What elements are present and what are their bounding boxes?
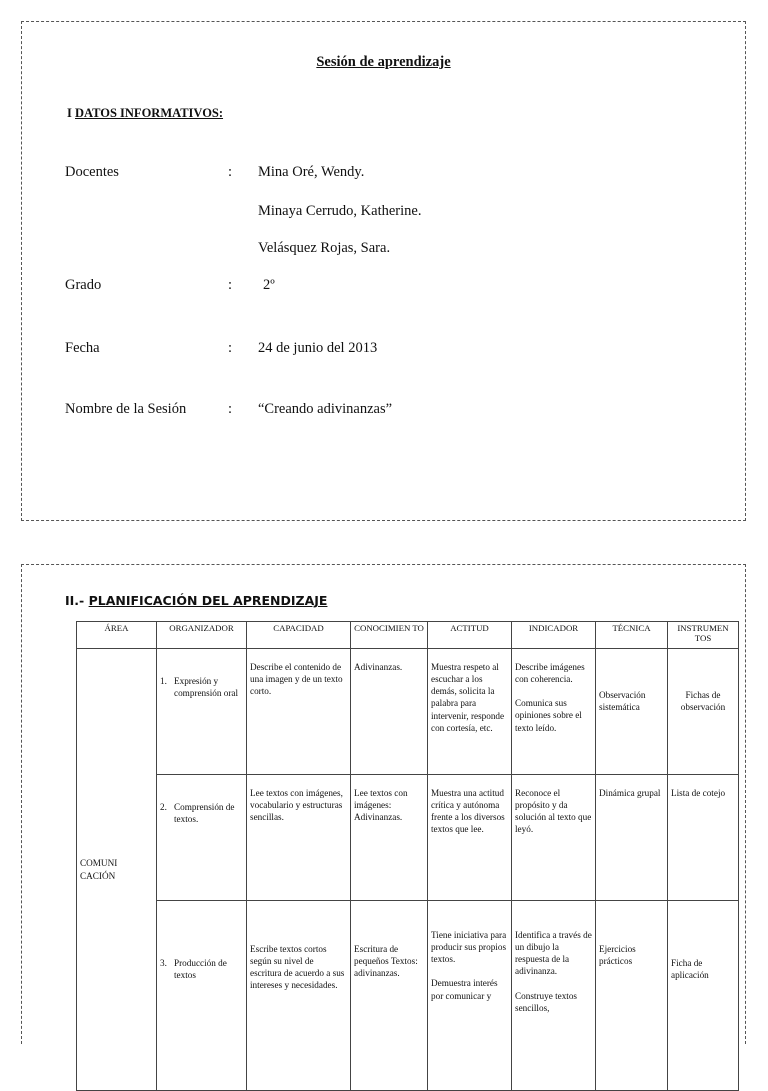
section2-title: PLANIFICACIÓN DEL APRENDIZAJE bbox=[88, 593, 328, 608]
nombre-sesion-label: Nombre de la Sesión bbox=[65, 401, 187, 417]
actitud-text: Demuestra interés por comunicar y bbox=[431, 978, 498, 1001]
docente-1: Mina Oré, Wendy. bbox=[258, 164, 365, 180]
table-row bbox=[77, 775, 739, 901]
table-row bbox=[77, 901, 739, 1091]
section1-prefix: I bbox=[67, 106, 75, 120]
section2-prefix: II.- bbox=[65, 593, 89, 608]
indicador-text: Construye textos sencillos, bbox=[515, 990, 578, 1013]
actitud-cell: Muestra respeto al escuchar a los demás, solicita la palabra para intervenir, responde con cortesía, etc. bbox=[428, 649, 512, 775]
planificacion-box bbox=[21, 564, 746, 1044]
section2-heading bbox=[65, 593, 327, 608]
tecnica-cell: Ejercicios prácticos bbox=[596, 901, 668, 1091]
organizador-number: 3. bbox=[160, 958, 167, 968]
instrumento-cell: Lista de cotejo bbox=[668, 775, 739, 901]
col-header-organizador: ORGANIZADOR bbox=[157, 622, 247, 649]
section1-title: DATOS INFORMATIVOS: bbox=[75, 106, 224, 120]
docentes-label: Docentes bbox=[65, 164, 119, 180]
organizador-cell bbox=[157, 775, 247, 901]
docente-3: Velásquez Rojas, Sara. bbox=[258, 240, 391, 256]
docente-2: Minaya Cerrudo, Katherine. bbox=[258, 203, 422, 219]
conocimiento-cell: Lee textos con imágenes: Adivinanzas. bbox=[351, 775, 428, 901]
col-header-capacidad: CAPACIDAD bbox=[247, 622, 351, 649]
instrumento-cell: Ficha de aplicación bbox=[668, 901, 739, 1091]
col-header-conocimiento: CONOCIMIEN TO bbox=[351, 622, 428, 649]
capacidad-cell: Escribe textos cortos según su nivel de escritura de acuerdo a sus intereses y necesidades. bbox=[247, 901, 351, 1091]
tecnica-cell: Dinámica grupal bbox=[596, 775, 668, 901]
organizador-cell bbox=[157, 649, 247, 775]
instrumento-cell: Fichas de observación bbox=[668, 649, 739, 775]
indicador-cell: Reconoce el propósito y da solución al texto que leyó. bbox=[512, 775, 596, 901]
organizador-text: Producción de textos bbox=[174, 958, 227, 981]
datos-informativos-box bbox=[21, 21, 746, 521]
docentes-colon: : bbox=[228, 164, 233, 180]
actitud-text: Tiene iniciativa para producir sus propios textos. bbox=[431, 930, 507, 965]
table-row bbox=[77, 649, 739, 775]
indicador-text: Identifica a través de un dibujo la respuesta de la adivinanza. bbox=[515, 930, 592, 977]
section1-heading bbox=[67, 106, 223, 121]
col-header-tecnica: TÉCNICA bbox=[596, 622, 668, 649]
indicador-cell bbox=[512, 901, 596, 1091]
organizador-number: 1. bbox=[160, 676, 167, 686]
fecha-colon: : bbox=[228, 340, 233, 356]
nombre-sesion-value: “Creando adivinanzas” bbox=[258, 401, 393, 417]
session-title: Sesión de aprendizaje bbox=[316, 54, 451, 70]
nombre-sesion-colon: : bbox=[228, 401, 233, 417]
organizador-cell bbox=[157, 901, 247, 1091]
conocimiento-cell: Escritura de pequeños Textos: adivinanzas. bbox=[351, 901, 428, 1091]
planning-table bbox=[76, 621, 739, 1091]
indicador-text: Comunica sus opiniones sobre el texto leído. bbox=[515, 698, 582, 733]
col-header-indicador: INDICADOR bbox=[512, 622, 596, 649]
col-header-actitud: ACTITUD bbox=[428, 622, 512, 649]
conocimiento-cell: Adivinanzas. bbox=[351, 649, 428, 775]
fecha-value: 24 de junio del 2013 bbox=[258, 340, 378, 356]
grado-value: 2º bbox=[263, 277, 275, 293]
col-header-instrumentos: INSTRUMEN TOS bbox=[668, 622, 739, 649]
actitud-cell: Muestra una actitud crítica y autónoma frente a los diversos textos que lee. bbox=[428, 775, 512, 901]
indicador-cell bbox=[512, 649, 596, 775]
actitud-cell bbox=[428, 901, 512, 1091]
indicador-text: Describe imágenes con coherencia. bbox=[515, 662, 585, 685]
organizador-text: Comprensión de textos. bbox=[174, 802, 235, 825]
col-header-area: ÁREA bbox=[77, 622, 157, 649]
capacidad-cell: Describe el contenido de una imagen y de un texto corto. bbox=[247, 649, 351, 775]
tecnica-cell: Observación sistemática bbox=[596, 649, 668, 775]
organizador-number: 2. bbox=[160, 802, 167, 812]
grado-label: Grado bbox=[65, 277, 102, 293]
fecha-label: Fecha bbox=[65, 340, 100, 356]
capacidad-cell: Lee textos con imágenes, vocabulario y estructuras sencillas. bbox=[247, 775, 351, 901]
grado-colon: : bbox=[228, 277, 233, 293]
area-cell: COMUNI CACIÓN bbox=[77, 649, 157, 1091]
organizador-text: Expresión y comprensión oral bbox=[174, 676, 239, 699]
table-header-row bbox=[77, 622, 739, 649]
